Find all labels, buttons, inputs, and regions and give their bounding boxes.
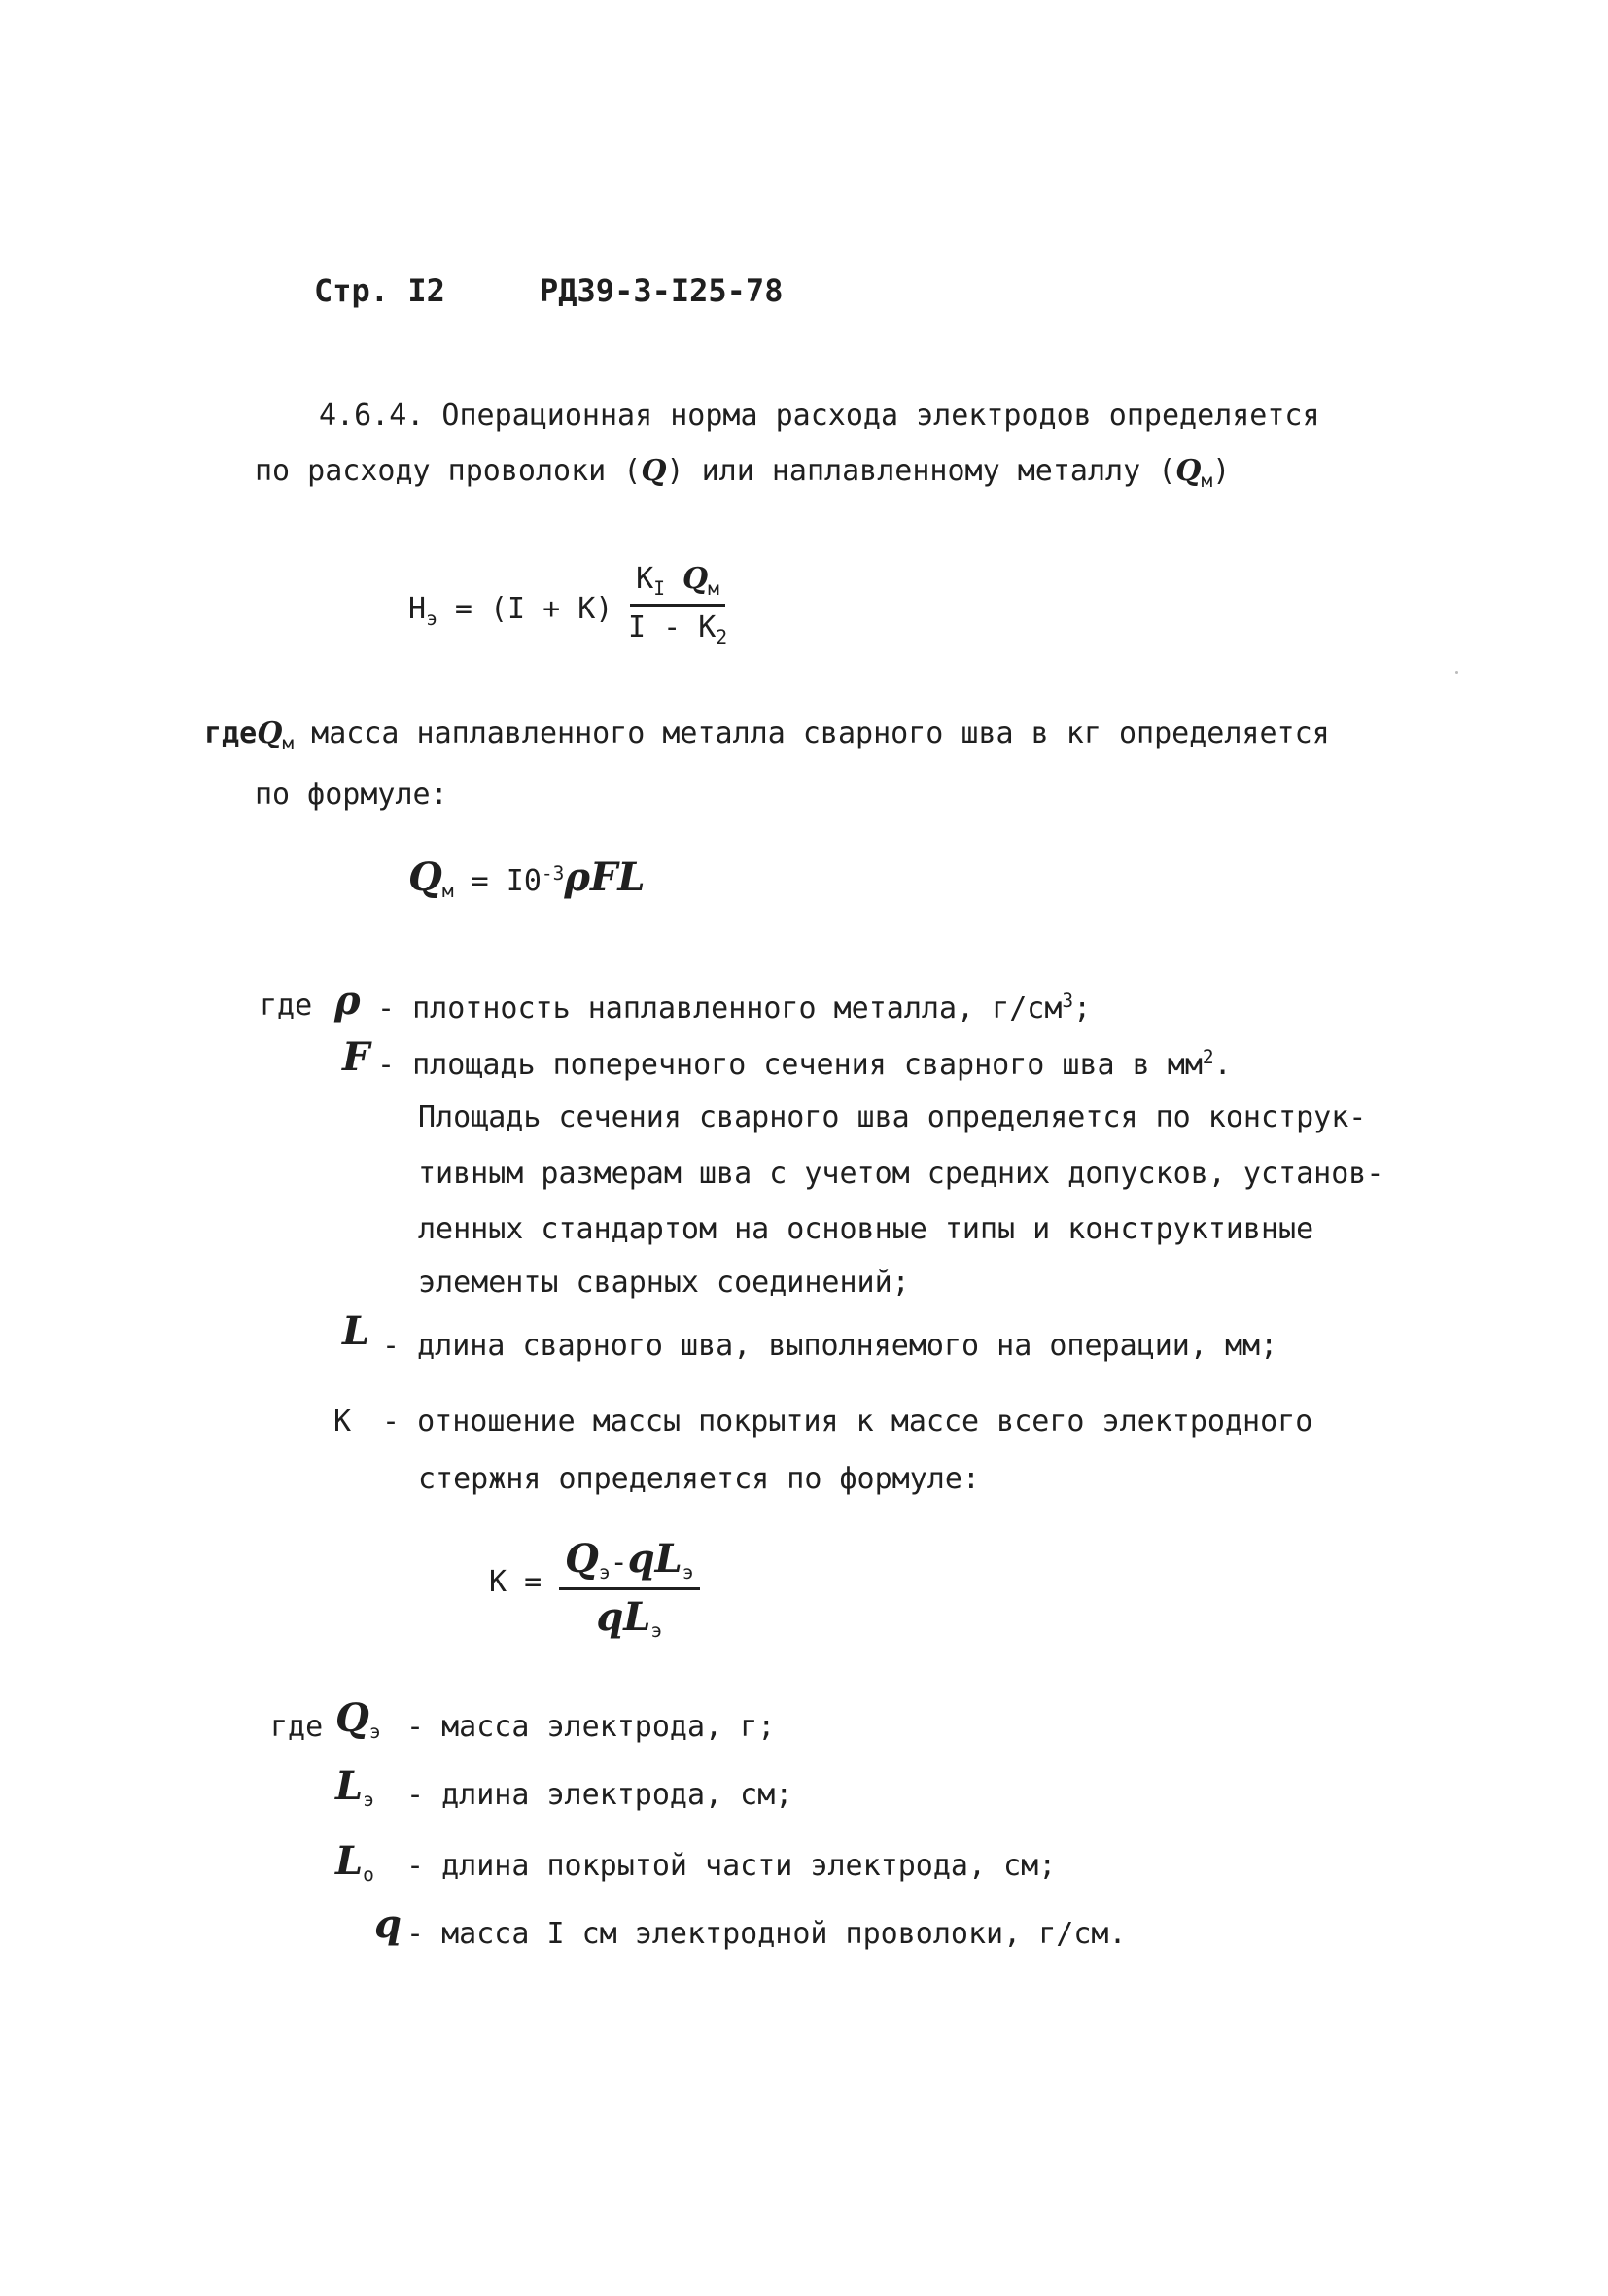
formula-3-lhs: K = (489, 1565, 542, 1599)
le-symbol-wrap (335, 1763, 374, 1811)
formula-2-lhs-sub: м (441, 880, 454, 902)
f-text: - площадь поперечного сечения сварного шва в мм (377, 1048, 1203, 1082)
f-sup: 2 (1202, 1046, 1214, 1068)
section-line-2-b: ) или наплавленному металлу ( (666, 454, 1176, 488)
formula-1-lhs-sub: э (426, 608, 437, 630)
g-definition: - масса I см электродной проволоки, г/см. (406, 1917, 1127, 1951)
qe-subscript: э (368, 1721, 381, 1743)
section-line-2-a: по расходу проволоки ( (255, 454, 642, 488)
scan-speck (1455, 671, 1458, 674)
lo-definition: - длина покрытой части электрода, см; (406, 1849, 1057, 1883)
f-definition (377, 1048, 1232, 1080)
formula-1-den-k-sub: 2 (716, 626, 728, 648)
f-line-2: Площадь сечения сварного шва определяется по конструк- (418, 1100, 1367, 1134)
formula-3-num-op: - (610, 1546, 628, 1580)
f-line-3: тивным размерам шва с учетом средних допусков, установ- (418, 1157, 1384, 1191)
formula-3-den-g: q (596, 1594, 624, 1640)
formula-1-denominator (628, 607, 727, 648)
formula-1-mid: = (I + K) (454, 592, 613, 626)
formula-3-num-l-sub: э (682, 1561, 694, 1583)
lo-symbol-wrap (335, 1838, 374, 1886)
k-line-2: стержня определяется по формуле: (418, 1462, 980, 1496)
rho-symbol: ρ (334, 978, 361, 1024)
k-symbol: K (333, 1405, 352, 1439)
le-subscript: э (363, 1789, 374, 1811)
section-line-2-c: ) (1212, 454, 1231, 488)
rho-text: - плотность наплавленного металла, г/см (377, 991, 1063, 1026)
defs-1-lead: где (260, 989, 313, 1023)
formula-3-numerator (559, 1536, 700, 1590)
qm-subscript: м (1201, 470, 1213, 492)
formula-2-lhs: Q (408, 854, 442, 900)
lo-symbol: L (335, 1838, 364, 1884)
formula-1-num-k-sub: I (653, 577, 665, 600)
f-symbol: F (342, 1034, 370, 1080)
f-end: . (1213, 1048, 1232, 1082)
formula-1-numerator (630, 562, 725, 607)
formula-1-lhs-symbol: Н (408, 592, 427, 626)
formula-1-num-q: Q (682, 562, 709, 596)
rho-sup: 3 (1062, 990, 1074, 1012)
q-symbol: Q (641, 454, 667, 488)
formula-3-num-l: L (654, 1536, 682, 1582)
formula-3-den-l: L (623, 1594, 651, 1640)
page-number: Стр. I2 (314, 272, 445, 309)
gde-qm-text: масса наплавленного металла сварного шва в кг определяется (311, 716, 1330, 750)
le-definition: - длина электрода, см; (406, 1778, 793, 1812)
gde-qm-line-1 (204, 716, 1330, 754)
gde-qm-symbol: Q (257, 716, 283, 750)
gde-qm-lead: где (204, 716, 258, 750)
formula-3-num-q-sub: э (598, 1561, 611, 1583)
formula-2 (408, 854, 646, 902)
lo-subscript: о (363, 1863, 374, 1886)
section-line-1: 4.6.4. Операционная норма расхода электродов определяется (319, 399, 1320, 433)
l-definition: - длина сварного шва, выполняемого на операции, мм; (382, 1329, 1278, 1363)
formula-1-den-a: I (628, 610, 647, 644)
formula-3-num-g: q (627, 1536, 655, 1582)
qe-symbol-wrap (335, 1695, 381, 1743)
formula-1-fraction (628, 562, 727, 648)
formula-3-fraction (559, 1536, 700, 1642)
f-line-4: ленных стандартом на основные типы и конструктивные (418, 1212, 1314, 1246)
l-symbol: L (342, 1308, 370, 1354)
qe-definition: - масса электрода, г; (406, 1710, 776, 1744)
formula-3-denominator (596, 1590, 662, 1642)
gde-qm-subscript: м (282, 732, 295, 754)
section-line-2 (255, 454, 1231, 492)
qe-symbol: Q (335, 1695, 369, 1741)
formula-2-exp: -3 (541, 862, 565, 885)
g-symbol: q (374, 1901, 402, 1947)
formula-1-num-q-sub: м (708, 577, 719, 600)
f-line-5: элементы сварных соединений; (418, 1266, 910, 1300)
gde-qm-line-2: по формуле: (255, 778, 448, 812)
formula-1-den-op: - (663, 610, 682, 644)
k-definition: - отношение массы покрытия к массе всего электродного (382, 1405, 1313, 1439)
formula-2-eq: = I0 (471, 864, 542, 898)
rho-end: ; (1073, 991, 1092, 1026)
document-code: РД39-3-I25-78 (540, 272, 784, 309)
formula-2-rhs: ρFL (564, 854, 646, 900)
le-symbol: L (335, 1763, 364, 1809)
formula-1-num-k: K (636, 562, 654, 596)
rho-definition (377, 991, 1091, 1024)
formula-3-den-l-sub: э (650, 1619, 663, 1642)
defs-2-lead: где (270, 1710, 324, 1744)
formula-3-num-q: Q (565, 1536, 599, 1582)
formula-1-lhs (408, 592, 613, 630)
formula-1-den-k: K (698, 610, 717, 644)
qm-symbol: Q (1175, 454, 1202, 488)
